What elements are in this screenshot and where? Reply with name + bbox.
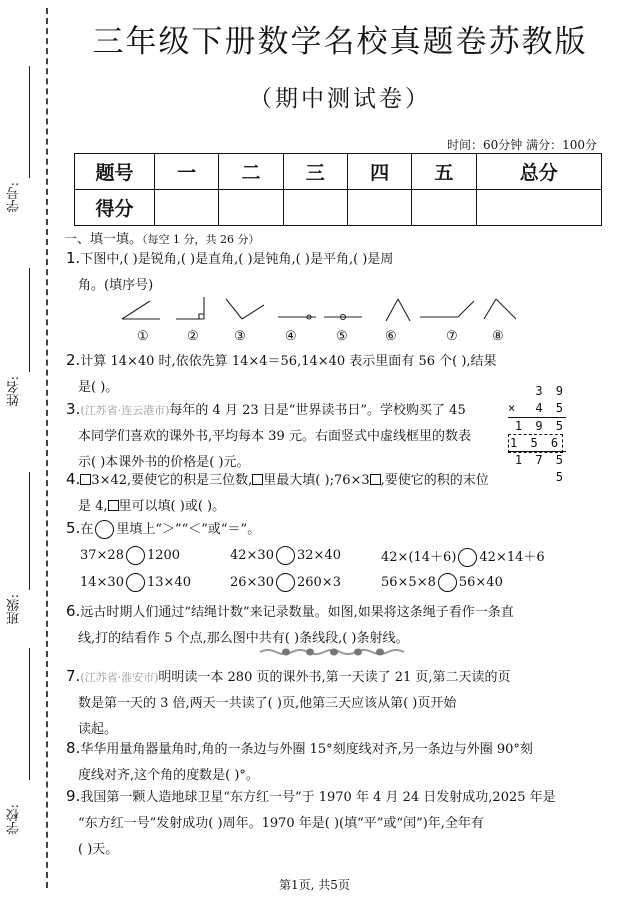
score-blank-cell[interactable] [283,190,347,226]
compare-right: 260×3 [296,575,341,590]
compare-circle[interactable] [458,548,477,567]
knotted-rope-figure [258,646,408,658]
score-blank-cell[interactable] [412,190,476,226]
angle-figure-4 [278,315,316,319]
multiplicand: 3 9 [535,384,566,398]
score-table [74,153,602,226]
angle-label: ④ [285,329,297,344]
question-text: 数是第一天的 3 倍,两天一共读了( )页,他第三天应该从第( )页开始 [78,696,457,711]
question-source: (江苏省·连云港市) [80,404,170,417]
question-text: “东方红一号”发射成功( )周年。1970 年是( )(填“平”或“闰”)年,全年有 [78,816,484,831]
score-blank-cell[interactable] [219,190,283,226]
question-text: 度线对齐,这个角的度数是( )°。 [78,768,259,783]
section-title: 一、填一填。 [64,232,143,247]
student-id-blank [29,66,30,178]
question-text: 每年的 4 月 23 日是“世界读书日”。学校购买了 45 [169,403,466,418]
question-8 [66,735,576,789]
compare-circle[interactable] [438,573,457,592]
question-text: ( )天。 [78,842,119,857]
question-text: ,要使它的积的末位 [380,473,489,488]
question-text: 里最大填( );76×3 [263,473,370,488]
question-text: 角。(填序号) [78,278,154,293]
compare-circle[interactable] [276,573,295,592]
question-text: 是 4, [78,499,108,514]
product-result: 1 7 5 5 [508,451,566,468]
compare-left: 26×30 [230,575,274,590]
score-blank-cell[interactable] [155,190,219,226]
angle-label: ⑤ [336,329,348,344]
question-text: 下图中,( )是锐角,( )是直角,( )是钝角,( )是平角,( )是周 [80,252,394,267]
question-number: 5. [66,519,81,537]
question-number: 9. [66,787,81,805]
name-blank [29,268,30,372]
page-title: 三年级下册数学名校真题卷苏教版 [92,24,588,60]
compare-left: 42×30 [230,548,274,563]
question-4 [66,466,576,520]
angle-figure-6 [386,299,410,321]
angle-figures [118,295,528,347]
compare-right: 32×40 [296,548,341,563]
question-number: 6. [66,602,81,620]
question-text: 读起。 [78,722,118,737]
compare-circle-sample [95,520,114,539]
score-cell: 二 [219,154,283,190]
compare-circle[interactable] [126,546,145,565]
compare-item [80,546,180,565]
student-id-label: 学号: [7,182,22,213]
page-subtitle: （期中测试卷） [249,86,431,112]
question-source: (江苏省·淮安市) [80,671,159,684]
question-text: 我国第一颗人造地球卫星“东方红一号”于 1970 年 4 月 24 日发射成功,2025 年是 [80,790,556,805]
school-label: 学校: [7,804,22,835]
score-cell: 四 [347,154,411,190]
question-number: 1. [66,249,81,267]
score-cell: 一 [155,154,219,190]
question-text: 里可以填( )或( )。 [118,499,226,514]
score-row-label: 得分 [75,190,155,226]
compare-item [230,573,341,592]
score-cell: 题号 [75,154,155,190]
compare-right: 1200 [146,548,181,563]
blank-square[interactable] [80,474,91,485]
score-blank-cell[interactable] [476,190,601,226]
score-cell: 五 [412,154,476,190]
angle-label: ② [187,329,199,344]
question-text: 明明读一本 280 页的课外书,第一天读了 21 页,第二天读的页 [158,670,511,685]
score-blank-cell[interactable] [347,190,411,226]
question-text: 是( )。 [78,380,119,395]
compare-item [381,546,545,567]
blank-square[interactable] [370,474,381,485]
exam-meta: 时间：60分钟 满分：100分 [447,138,597,152]
blank-square[interactable] [252,474,263,485]
compare-item [230,546,341,565]
blank-square[interactable] [108,500,119,511]
school-blank [29,648,30,780]
compare-left: 56×5×8 [381,575,436,590]
question-7 [66,663,576,743]
question-number: 2. [66,351,81,369]
question-number: 7. [66,667,81,685]
compare-circle[interactable] [276,546,295,565]
question-number: 3. [66,400,81,418]
question-text: 里填上“＞”“＜”或“＝”。 [116,522,261,537]
class-label: 班级: [7,594,22,625]
question-text: 在 [80,522,94,537]
question-5 [66,515,576,543]
question-text: 本同学们喜欢的课外书,平均每本 39 元。右面竖式中虚线框里的数表 [78,429,471,444]
angle-label: ⑥ [385,329,397,344]
angle-label: ⑦ [446,329,458,344]
score-table-header-row [75,154,602,190]
score-table-score-row [75,190,602,226]
binding-dashed-line [46,8,48,888]
compare-left: 42×(14＋6) [381,550,457,565]
question-2 [66,347,576,401]
angle-figure-2 [176,297,204,319]
compare-right: 13×40 [146,575,191,590]
page-footer: 第1页, 共5页 [279,878,350,892]
question-text: 计算 14×40 时,依依先算 14×4＝56,14×40 表示里面有 56 个( ),结果 [80,354,497,369]
vertical-multiplication [508,383,566,484]
compare-item [381,573,503,592]
angle-figure-3 [226,299,264,319]
angle-label: ① [137,329,149,344]
angle-figure-7 [420,301,474,317]
name-label: 姓名: [7,376,22,407]
compare-circle[interactable] [126,573,145,592]
angle-label: ⑧ [492,329,504,344]
dashed-box-partial-product: 1 5 6 [508,434,563,453]
compare-item [80,573,191,592]
score-cell: 总分 [476,154,601,190]
question-number: 8. [66,739,81,757]
compare-left: 37×28 [80,548,124,563]
question-text: 远古时期人们通过“结绳计数”来记录数量。如图,如果将这条绳子看作一条直 [80,605,514,620]
angle-figure-8 [484,299,516,319]
class-blank [29,472,30,590]
question-3 [66,396,506,476]
section-note: （每空 1 分，共 26 分） [142,233,260,246]
question-9 [66,783,576,863]
times-sign: × [508,401,519,415]
angle-label: ③ [234,329,246,344]
compare-right: 56×40 [458,575,503,590]
question-text: 华华用量角器量角时,角的一条边与外圈 15°刻度线对齐,另一条边与外圈 90°刻 [80,742,533,757]
question-text: 3×42,要使它的积是三位数, [91,473,253,488]
question-text: 示( )本课外书的价格是( )元。 [78,455,250,470]
score-cell: 三 [283,154,347,190]
compare-left: 14×30 [80,575,124,590]
multiplier: 4 5 [535,401,566,415]
question-number: 4. [66,470,81,488]
angle-figure-1 [122,301,160,319]
angle-figure-5 [324,315,362,320]
question-1 [66,245,576,299]
question-6 [66,598,576,652]
compare-right: 42×14＋6 [479,550,545,565]
question-text: 线,打的结看作 5 个点,那么图中共有( )条线段,( )条射线。 [78,631,409,646]
partial-product-1: 1 9 5 [508,417,566,434]
